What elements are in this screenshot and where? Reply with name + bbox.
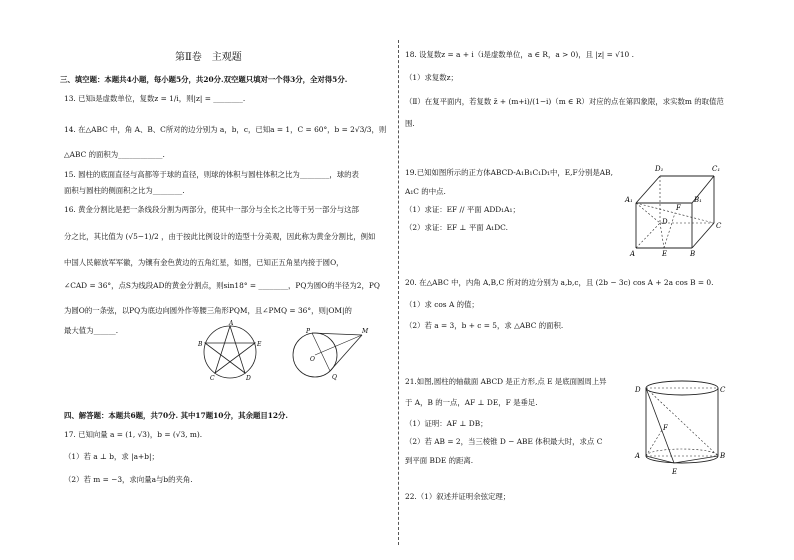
cube-label-C: C bbox=[716, 222, 722, 230]
star-label-C: C bbox=[210, 375, 215, 382]
circle-label-M: M bbox=[362, 328, 369, 335]
star-label-E: E bbox=[257, 341, 262, 348]
cube-label-B1: B₁ bbox=[694, 196, 702, 204]
star-in-circle-figure bbox=[195, 318, 265, 386]
question-13: 13. 已知i是虚数单位，复数z = 1/i，则|z| = ________. bbox=[64, 94, 246, 103]
question-19-part1: （1）求证：EF // 平面 ADD₁A₁； bbox=[405, 205, 520, 214]
cube-label-C1: C₁ bbox=[712, 165, 721, 173]
cyl-label-C: C bbox=[720, 386, 726, 394]
star-label-A: A bbox=[229, 320, 234, 327]
cube-label-F: F bbox=[676, 204, 681, 212]
column-divider bbox=[398, 40, 399, 545]
question-18: 18. 设复数z = a + i（i是虚数单位，a ∈ R，a > 0)，且 |z| = √10 . bbox=[405, 50, 634, 59]
left-column bbox=[60, 0, 390, 560]
cube-label-A: A bbox=[630, 250, 636, 258]
circle-label-O: O bbox=[310, 356, 315, 363]
question-22: 22.（1）叙述并证明余弦定理； bbox=[405, 492, 511, 501]
question-21-line1: 21.如图,圆柱的轴截面 ABCD 是正方形,点 E 是底面圆周上异 bbox=[405, 377, 607, 386]
question-19-line2: A₁C 的中点. bbox=[405, 187, 446, 196]
circle-pqm-figure bbox=[290, 325, 370, 383]
star-label-D: D bbox=[246, 375, 251, 382]
question-17: 17. 已知向量 a = (1, √3)，b = (√3, m). bbox=[64, 430, 203, 439]
question-20-part2: （2）若 a = 3，b + c = 5，求 △ABC 的面积. bbox=[405, 321, 564, 330]
question-21-part2-cont: 到平面 BDE 的距离. bbox=[405, 456, 474, 465]
cyl-label-A: A bbox=[635, 452, 641, 460]
question-17-part1: （1）若 a ⊥ b，求 |a+b|； bbox=[64, 452, 159, 461]
question-17-part2: （2）若 m = −3，求向量a与b的夹角. bbox=[64, 475, 193, 484]
question-16-line4: ∠CAD = 36°，点S为线段AD的黄金分割点，则sin18° = ________，PQ为圆O的半径为2，PQ bbox=[64, 281, 380, 290]
question-19-line1: 19.已知如图所示的正方体ABCD-A₁B₁C₁D₁中，E,F分别是AB, bbox=[405, 168, 613, 177]
question-16-line2: 分之比，其比值为 (√5−1)/2 ，由于按此比例设计的造型十分美观，因此称为黄金分割比，例如 bbox=[64, 232, 376, 241]
star-label-B: B bbox=[198, 341, 203, 348]
question-18-part1: （1）求复数z； bbox=[405, 73, 458, 82]
question-20: 20. 在△ABC 中，内角 A,B,C 所对的边分别为 a,b,c，且 (2b − 3c) cos A + 2a cos B = 0. bbox=[405, 278, 714, 287]
question-21-line2: 于 A，B 的一点，AF ⊥ DE，F 是垂足. bbox=[405, 398, 538, 407]
question-14-line2: △ABC 的面积为____________. bbox=[64, 150, 165, 159]
question-15-line2: 面积与圆柱的侧面积之比为________. bbox=[64, 186, 185, 195]
question-14-line1: 14. 在△ABC 中，角 A、B、C所对的边分别为 a，b，c，已知a = 1，C = 60°，b = 2√3/3，则 bbox=[64, 125, 387, 134]
question-16-line3: 中国人民解放军军徽，为镶有金色黄边的五角红星，如图，已知正五角星内接于圆O， bbox=[64, 258, 344, 267]
cyl-label-B: B bbox=[720, 452, 726, 460]
question-16-line6: 最大值为______. bbox=[64, 326, 119, 335]
cube-label-B: B bbox=[690, 250, 696, 258]
question-18-part2: （Ⅱ）在复平面内，若复数 z̄ + (m+i)/(1−i)（m ∈ R）对应的点在第四象限，求实数m 的取值范 bbox=[405, 97, 724, 106]
section-3-heading: 三、填空题：本题共4小题，每小题5分，共20分.双空题只填对一个得3分，全对得5分. bbox=[60, 75, 348, 84]
cube-label-E: E bbox=[662, 250, 668, 258]
question-15-line1: 15. 圆柱的底面直径与高都等于球的直径，则球的体积与圆柱体积之比为________，球的表 bbox=[64, 170, 359, 179]
question-18-part2-cont: 围. bbox=[405, 119, 415, 128]
question-16-line5: 为圆O的一条弦，以PQ为底边向圆外作等腰三角形PQM，且∠PMQ = 36°，则|OM|的 bbox=[64, 306, 352, 315]
section-4-heading: 四、解答题：本题共6题，共70分. 其中17题10分，其余题目12分. bbox=[64, 411, 288, 420]
cube-label-D1: D₁ bbox=[655, 165, 664, 173]
question-20-part1: （1）求 cos A 的值； bbox=[405, 300, 479, 309]
circle-label-Q: Q bbox=[332, 374, 337, 381]
question-21-part1: （1）证明：AF ⊥ DB； bbox=[405, 419, 488, 428]
page-title: 第Ⅱ卷 主观题 bbox=[175, 52, 242, 63]
circle-label-P: P bbox=[306, 328, 311, 335]
cyl-label-D: D bbox=[635, 386, 641, 394]
question-19-part2: （2）求证：EF ⊥ 平面 A₁DC. bbox=[405, 223, 508, 232]
question-16-line1: 16. 黄金分割比是把一条线段分割为两部分，使其中一部分与全长之比等于另一部分与这部 bbox=[64, 205, 359, 214]
cyl-label-E: E bbox=[672, 468, 678, 476]
cyl-label-F: F bbox=[663, 424, 668, 432]
cube-label-D: D bbox=[662, 218, 668, 226]
cylinder-figure bbox=[632, 378, 730, 478]
question-21-part2: （2）若 AB = 2，当三棱锥 D − ABE 体积最大时，求点 C bbox=[405, 437, 603, 446]
cube-label-A1: A₁ bbox=[625, 196, 633, 204]
cube-figure bbox=[624, 158, 724, 258]
